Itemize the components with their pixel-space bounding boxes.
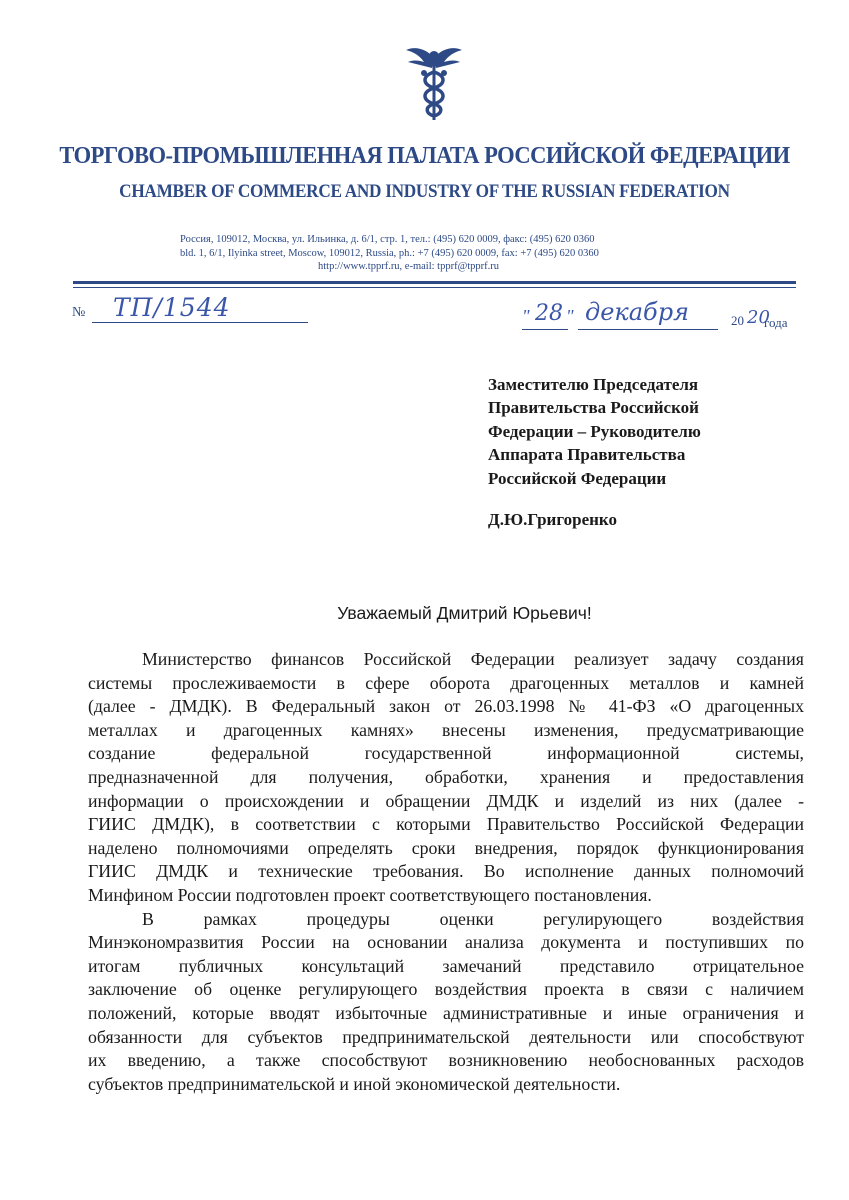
org-name-ru: ТОРГОВО-ПРОМЫШЛЕННАЯ ПАЛАТА РОССИЙСКОЙ ФЕДЕРАЦИИ — [59, 142, 790, 169]
number-underline — [92, 322, 308, 323]
outgoing-number: ТП/1544 — [113, 293, 231, 322]
date-day: 28 — [535, 301, 563, 326]
body-line: металлах и драгоценных камнях» внесены изменения, предусматривающие — [88, 719, 804, 740]
header-rule-thin — [73, 287, 796, 288]
org-name-en: CHAMBER OF COMMERCE AND INDUSTRY OF THE RUSSIAN FEDERATION — [119, 182, 730, 202]
addressee-line: Федерации – Руководителю — [488, 421, 701, 441]
body-line: системы прослеживаемости в сфере оборота драгоценных металлов и камней — [88, 672, 804, 693]
date-year-handwritten: 20 — [747, 307, 770, 328]
body-line: заключение об оценке регулирующего воздействия проекта в связи с наличием — [88, 979, 804, 1000]
body-line: (далее - ДМДК). В Федеральный закон от 26.03.1998 № 41-ФЗ «О драгоценных — [88, 696, 804, 717]
body-line: предназначенной для получения, обработки, хранения и предоставления — [88, 766, 804, 787]
web-email: http://www.tpprf.ru, e-mail: tpprf@tpprf.ru — [318, 261, 500, 272]
address-ru: Россия, 109012, Москва, ул. Ильинка, д. 6/1, стр. 1, тел.: (495) 620 0009, факс: (495) 620 0360 — [180, 234, 595, 245]
caduceus-emblem-icon — [404, 44, 464, 124]
date-year-prefix: 20 — [731, 313, 744, 328]
body-line: наделено полномочиями определять сроки внедрения, порядок функционирования — [88, 837, 804, 858]
number-label: № — [72, 305, 86, 320]
body-line: создание федеральной государственной информационной системы, — [88, 743, 804, 764]
body-line: итогам публичных консультаций замечаний представило отрицательное — [88, 955, 804, 976]
addressee-block — [488, 373, 788, 490]
body-line: Министерство финансов Российской Федерации реализует задачу создания — [142, 649, 804, 669]
letter-body — [88, 648, 804, 1096]
date-month-underline — [578, 329, 718, 330]
body-line: обязанности для субъектов предпринимательской деятельности или способствуют — [88, 1026, 804, 1047]
addressee-line: Правительства Российской — [488, 398, 699, 418]
body-line: информации о происхождении и обращении ДМДК и изделий из них (далее - — [88, 790, 804, 811]
body-line: ГИИС ДМДК), в соответствии с которыми Правительство Российской Федерации — [88, 814, 804, 835]
addressee-line: Российской Федерации — [488, 468, 667, 488]
body-line: их введению, а также способствуют возникновению необоснованных расходов — [88, 1050, 804, 1071]
date-year-suffix: года — [764, 315, 788, 330]
date-month: декабря — [585, 298, 689, 326]
date-quote-open: " — [522, 306, 530, 326]
addressee-line: Аппарата Правительства — [488, 445, 686, 465]
address-en: bld. 1, 6/1, Ilyinka street, Moscow, 109012, Russia, ph.: +7 (495) 620 0009, fax: +7 (495) 620 0360 — [180, 248, 599, 259]
date-quote-close: " — [566, 306, 574, 326]
salutation: Уважаемый Дмитрий Юрьевич! — [337, 603, 592, 623]
addressee-name: Д.Ю.Григоренко — [488, 510, 617, 529]
addressee-line: Заместителю Председателя — [488, 375, 699, 394]
body-line: Минэкономразвития России на основании анализа документа и поступивших по — [88, 932, 804, 953]
body-line: Минфином России подготовлен проект соответствующего постановления. — [88, 884, 652, 905]
body-line: В рамках процедуры оценки регулирующего воздействия — [142, 908, 804, 929]
body-line: положений, которые вводят избыточные административные и иные ограничения и — [88, 1002, 804, 1023]
date-day-underline — [522, 329, 568, 330]
body-line: субъектов предпринимательской и иной экономической деятельности. — [88, 1073, 621, 1094]
body-line: ГИИС ДМДК и технические требования. Во исполнение данных полномочий — [88, 861, 804, 882]
header-rule-thick — [73, 281, 796, 284]
